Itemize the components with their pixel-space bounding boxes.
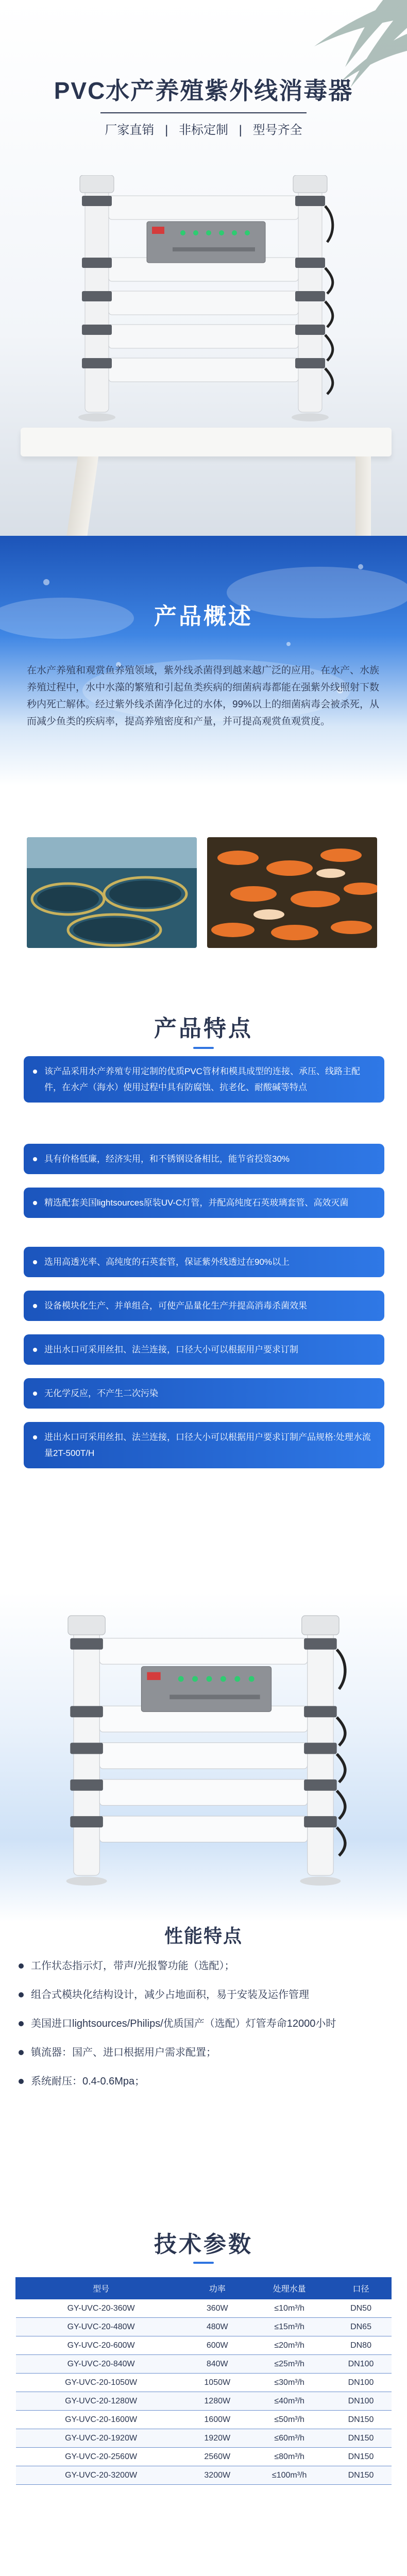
- features-title-underline: [193, 1047, 214, 1049]
- bullet-dot: [33, 1260, 37, 1264]
- performance-title: 性能特点: [164, 1925, 243, 1946]
- bullet-dot: [33, 1304, 37, 1308]
- performance-item: 美国进口lightsources/Philips/优质国产（选配）灯管寿命12000小时: [15, 2015, 397, 2032]
- table-row: GY-UVC-20-1600W 1600W ≤50m³/h DN150: [16, 2411, 392, 2429]
- bullet-dot: [19, 1992, 24, 1997]
- feature-item: 该产品采用水产养殖专用定制的优质PVC管材和模具成型的连接、承压、线路主配件，在水产（海水）使用过程中具有防腐蚀、抗老化、耐酸碱等特点: [24, 1056, 384, 1103]
- table-row: GY-UVC-20-1050W 1050W ≤30m³/h DN100: [16, 2374, 392, 2392]
- feature-item: 选用高透光率、高纯度的石英套管，保证紫外线透过在90%以上: [24, 1247, 384, 1277]
- bullet-dot: [19, 2021, 24, 2026]
- hero-divider: [100, 112, 307, 113]
- table-row: GY-UVC-20-2560W 2560W ≤80m³/h DN150: [16, 2448, 392, 2466]
- performance-item: 系统耐压：0.4-0.6Mpa；: [15, 2073, 397, 2090]
- feature-item: 设备模块化生产、并单组合，可使产品量化生产并提高消毒杀菌效果: [24, 1291, 384, 1321]
- tag-separator: |: [165, 123, 168, 137]
- bullet-dot: [33, 1201, 37, 1205]
- performance-section: [0, 1592, 407, 2159]
- uv-sterilizer-device-image: [70, 175, 337, 433]
- performance-item: 工作状态指示灯，带声/光报警功能（选配）；: [15, 1958, 397, 1974]
- bullet-dot: [33, 1348, 37, 1352]
- table-row: GY-UVC-20-3200W 3200W ≤100m³/h DN150: [16, 2466, 392, 2485]
- table-header-row: [16, 2278, 392, 2299]
- table-row: GY-UVC-20-1280W 1280W ≤40m³/h DN100: [16, 2392, 392, 2411]
- performance-item: 镇流器：国产、进口根据用户需求配置；: [15, 2044, 397, 2061]
- bullet-dot: [33, 1157, 37, 1161]
- bullet-dot: [19, 1963, 24, 1969]
- bullet-dot: [33, 1392, 37, 1396]
- feature-item: 进出水口可采用丝扣、法兰连接，口径大小可以根据用户要求订制: [24, 1334, 384, 1365]
- table-row: GY-UVC-20-360W 360W ≤10m³/h DN50: [16, 2299, 392, 2318]
- hero-tag: 非标定制: [179, 123, 228, 137]
- overview-paragraph: 在水产养殖和观赏鱼养殖领域，紫外线杀菌得到越来越广泛的应用。在水产、水族养殖过程中，水中水藻的繁殖和引起鱼类疾病的细菌病毒都能在强紫外线照射下数秒内死亡解体。经过紫外线杀菌净化过的水体，99%以上的细菌病毒会被杀死，从而减少鱼类的疾病率，提高养殖密度和产量，并可提高观赏鱼观赏度。: [27, 665, 380, 727]
- feature-item: 精选配套美国lightsources原装UV-C灯管，并配高纯度石英玻璃套管、高效灭菌: [24, 1188, 384, 1218]
- water-splash-background: [0, 536, 407, 773]
- hero-tag: 型号齐全: [252, 123, 302, 137]
- koi-fish-photo: [207, 837, 377, 948]
- bullet-dot: [33, 1435, 37, 1439]
- bullet-dot: [19, 2050, 24, 2055]
- feature-item: 无化学反应，不产生二次污染: [24, 1378, 384, 1409]
- overview-section: [0, 536, 407, 989]
- header-flow: 处理水量: [248, 2278, 331, 2299]
- bullet-dot: [19, 2079, 24, 2084]
- table-row: GY-UVC-20-480W 480W ≤15m³/h DN65: [16, 2318, 392, 2336]
- specs-table: [15, 2277, 392, 2485]
- specs-title-underline: [193, 2262, 214, 2264]
- specs-title: 技术参数: [154, 2232, 253, 2257]
- table-row: GY-UVC-20-840W 840W ≤25m³/h DN100: [16, 2355, 392, 2374]
- table-row: GY-UVC-20-600W 600W ≤20m³/h DN80: [16, 2336, 392, 2355]
- feature-item: 具有价格低廉，经济实用，和不锈钢设备相比，能节省投资30%: [24, 1144, 384, 1174]
- tag-separator: |: [239, 123, 242, 137]
- hero-section: [0, 0, 407, 608]
- features-section: [0, 989, 407, 1592]
- overview-title: 产品概述: [154, 604, 253, 629]
- features-title: 产品特点: [154, 1016, 253, 1041]
- bullet-dot: [33, 1070, 37, 1074]
- performance-item: 组合式模块化结构设计，减少占地面积，易于安装及运作管理: [15, 1987, 397, 2003]
- table-row: GY-UVC-20-1920W 1920W ≤60m³/h DN150: [16, 2429, 392, 2448]
- feature-item: 进出水口可采用丝扣、法兰连接，口径大小可以根据用户要求订制产品规格:处理水流量2T-500T/H: [24, 1422, 384, 1468]
- header-model: 型号: [16, 2278, 186, 2299]
- hero-title: PVC水产养殖紫外线消毒器: [54, 77, 353, 104]
- performance-list: [15, 1958, 397, 2102]
- hero-tags: [0, 120, 407, 138]
- hero-tag: 厂家直销: [105, 123, 155, 137]
- header-power: 功率: [186, 2278, 248, 2299]
- uv-sterilizer-device-image: [57, 1613, 350, 1901]
- fish-farm-cages-photo: [27, 837, 197, 948]
- header-diameter: 口径: [331, 2278, 392, 2299]
- specs-section: [0, 2159, 407, 2576]
